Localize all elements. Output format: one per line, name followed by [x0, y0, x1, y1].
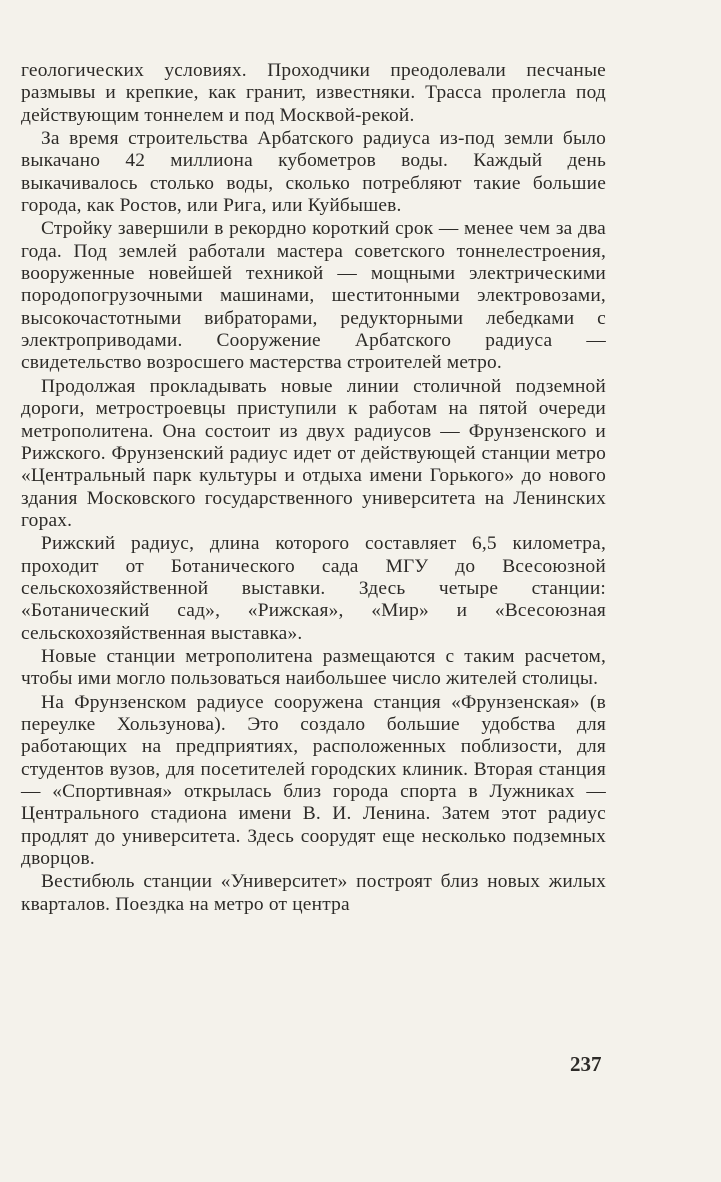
paragraph-water-pumping: За время строительства Арбатского радиуса из-под земли было выкачано 42 миллиона кубометров воды. Каждый день выкачивалось столько воды, сколько потребляют такие большие города, как Ростов, или Рига, или Куйбышев. — [21, 128, 606, 217]
body-text — [21, 60, 606, 917]
paragraph-continuation: геологических условиях. Проходчики преодолевали песчаные размывы и крепкие, как гранит, известняки. Трасса пролегла под действующим тоннелем и под Москвой-рекой. — [21, 60, 606, 126]
paragraph-frunzensky-radius: На Фрунзенском радиусе сооружена станция «Фрунзенская» (в переулке Хользунова). Это создало большие удобства для работающих на предприятиях, расположенных поблизости, для студентов вузов, для посетителей городских клиник. Вторая станция — «Спортивная» открылась близ города спорта в Лужниках — Центрального стадиона имени В. И. Ленина. Затем этот радиус продлят до университета. Здесь соорудят еще несколько подземных дворцов. — [21, 691, 606, 870]
paragraph-construction-record: Стройку завершили в рекордно короткий срок — менее чем за два года. Под землей работали мастера советского тоннелестроения, вооруженные новейшей техникой — мощными электрическими породопогрузочными машинами, шеститонными электровозами, высокочастотными вибраторами, редукторными лебедками с электроприводами. Сооружение Арбатского радиуса — свидетельство возросшего мастерства строителей метро. — [21, 218, 606, 374]
paragraph-rizhsky-radius: Рижский радиус, длина которого составляет 6,5 километра, проходит от Ботанического сада МГУ до Всесоюзной сельскохозяйственной выставки. Здесь четыре станции: «Ботанический сад», «Рижская», «Мир» и «Всесоюзная сельскохозяйственная выставка». — [21, 533, 606, 644]
page-number: 237 — [570, 1052, 602, 1076]
paragraph-new-stations: Новые станции метрополитена размещаются с таким расчетом, чтобы ими могло пользоваться наибольшее число жителей столицы. — [21, 645, 606, 690]
paragraph-fifth-line: Продолжая прокладывать новые линии столичной подземной дороги, метростроевцы приступили к работам на пятой очереди метрополитена. Она состоит из двух радиусов — Фрунзенского и Рижского. Фрунзенский радиус идет от действующей станции метро «Центральный парк культуры и отдыха имени Горького» до нового здания Московского государственного университета на Ленинских горах. — [21, 375, 606, 531]
paragraph-university-station: Вестибюль станции «Университет» построят близ новых жилых кварталов. Поездка на метро от центра — [21, 871, 606, 915]
